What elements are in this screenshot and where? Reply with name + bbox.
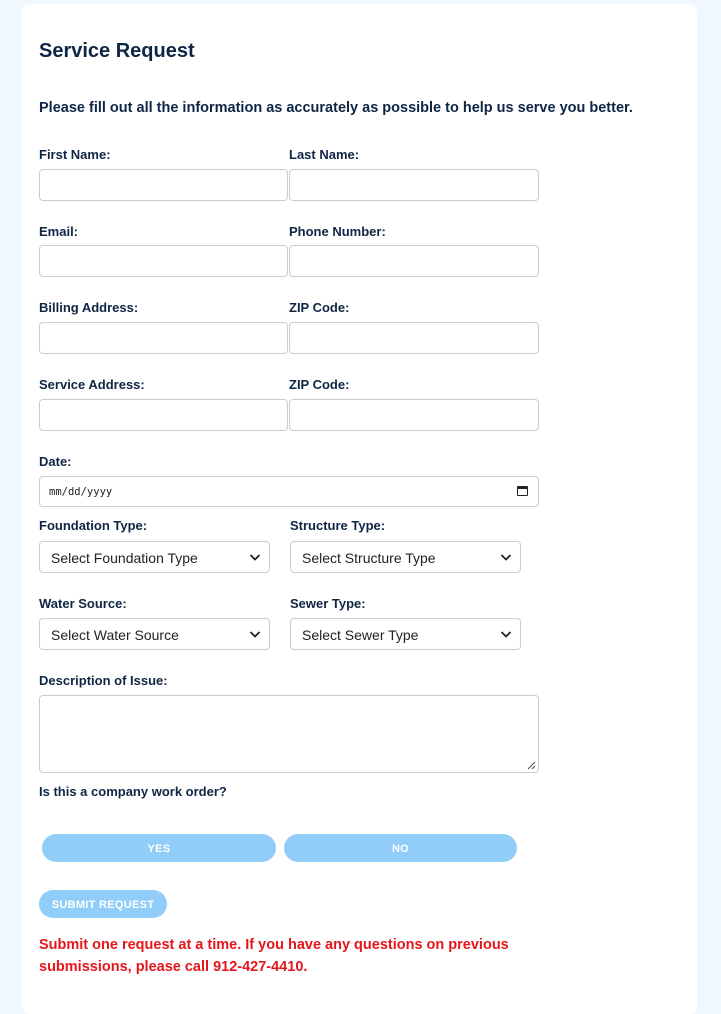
structure-type-label: Structure Type: [290,518,386,533]
work-order-question: Is this a company work order? [39,784,227,799]
foundation-type-selected: Select Foundation Type [51,550,198,566]
sewer-type-label: Sewer Type: [290,596,366,611]
email-label: Email: [39,224,79,239]
yes-button[interactable]: YES [42,834,276,862]
billing-zip-label: ZIP Code: [289,300,350,315]
chevron-down-icon [249,552,261,562]
email-input[interactable] [39,245,288,277]
water-source-selected: Select Water Source [51,627,179,643]
chevron-down-icon [500,629,512,639]
description-label: Description of Issue: [39,673,168,688]
billing-address-input[interactable] [39,322,288,354]
date-input[interactable] [39,476,539,507]
water-source-label: Water Source: [39,596,127,611]
service-zip-input[interactable] [289,399,539,431]
chevron-down-icon [500,552,512,562]
structure-type-selected: Select Structure Type [302,550,436,566]
foundation-type-select[interactable] [39,541,270,573]
date-placeholder: mm/dd/yyyy [49,486,113,498]
submit-request-button[interactable]: SUBMIT REQUEST [39,890,167,918]
foundation-type-label: Foundation Type: [39,518,148,533]
phone-input[interactable] [289,245,539,277]
last-name-label: Last Name: [289,147,360,162]
submission-notice: Submit one request at a time. If you have any questions on previous submissions, please call 912-427-4410. [39,937,509,975]
billing-address-label: Billing Address: [39,300,139,315]
no-button[interactable]: NO [284,834,517,862]
sewer-type-select[interactable] [290,618,521,650]
first-name-label: First Name: [39,147,111,162]
form-instructions: Please fill out all the information as accurately as possible to help us serve you better. [39,100,633,116]
page-title: Service Request [39,40,195,62]
service-zip-label: ZIP Code: [289,377,350,392]
form-card [22,4,697,1014]
service-address-label: Service Address: [39,377,145,392]
phone-label: Phone Number: [289,224,386,239]
date-label: Date: [39,454,72,469]
service-address-input[interactable] [39,399,288,431]
billing-zip-input[interactable] [289,322,539,354]
calendar-icon[interactable] [517,486,528,496]
sewer-type-selected: Select Sewer Type [302,627,419,643]
resize-grip-icon[interactable] [527,761,536,770]
last-name-input[interactable] [289,169,539,201]
structure-type-select[interactable] [290,541,521,573]
water-source-select[interactable] [39,618,270,650]
chevron-down-icon [249,629,261,639]
first-name-input[interactable] [39,169,288,201]
description-textarea[interactable] [39,695,539,773]
